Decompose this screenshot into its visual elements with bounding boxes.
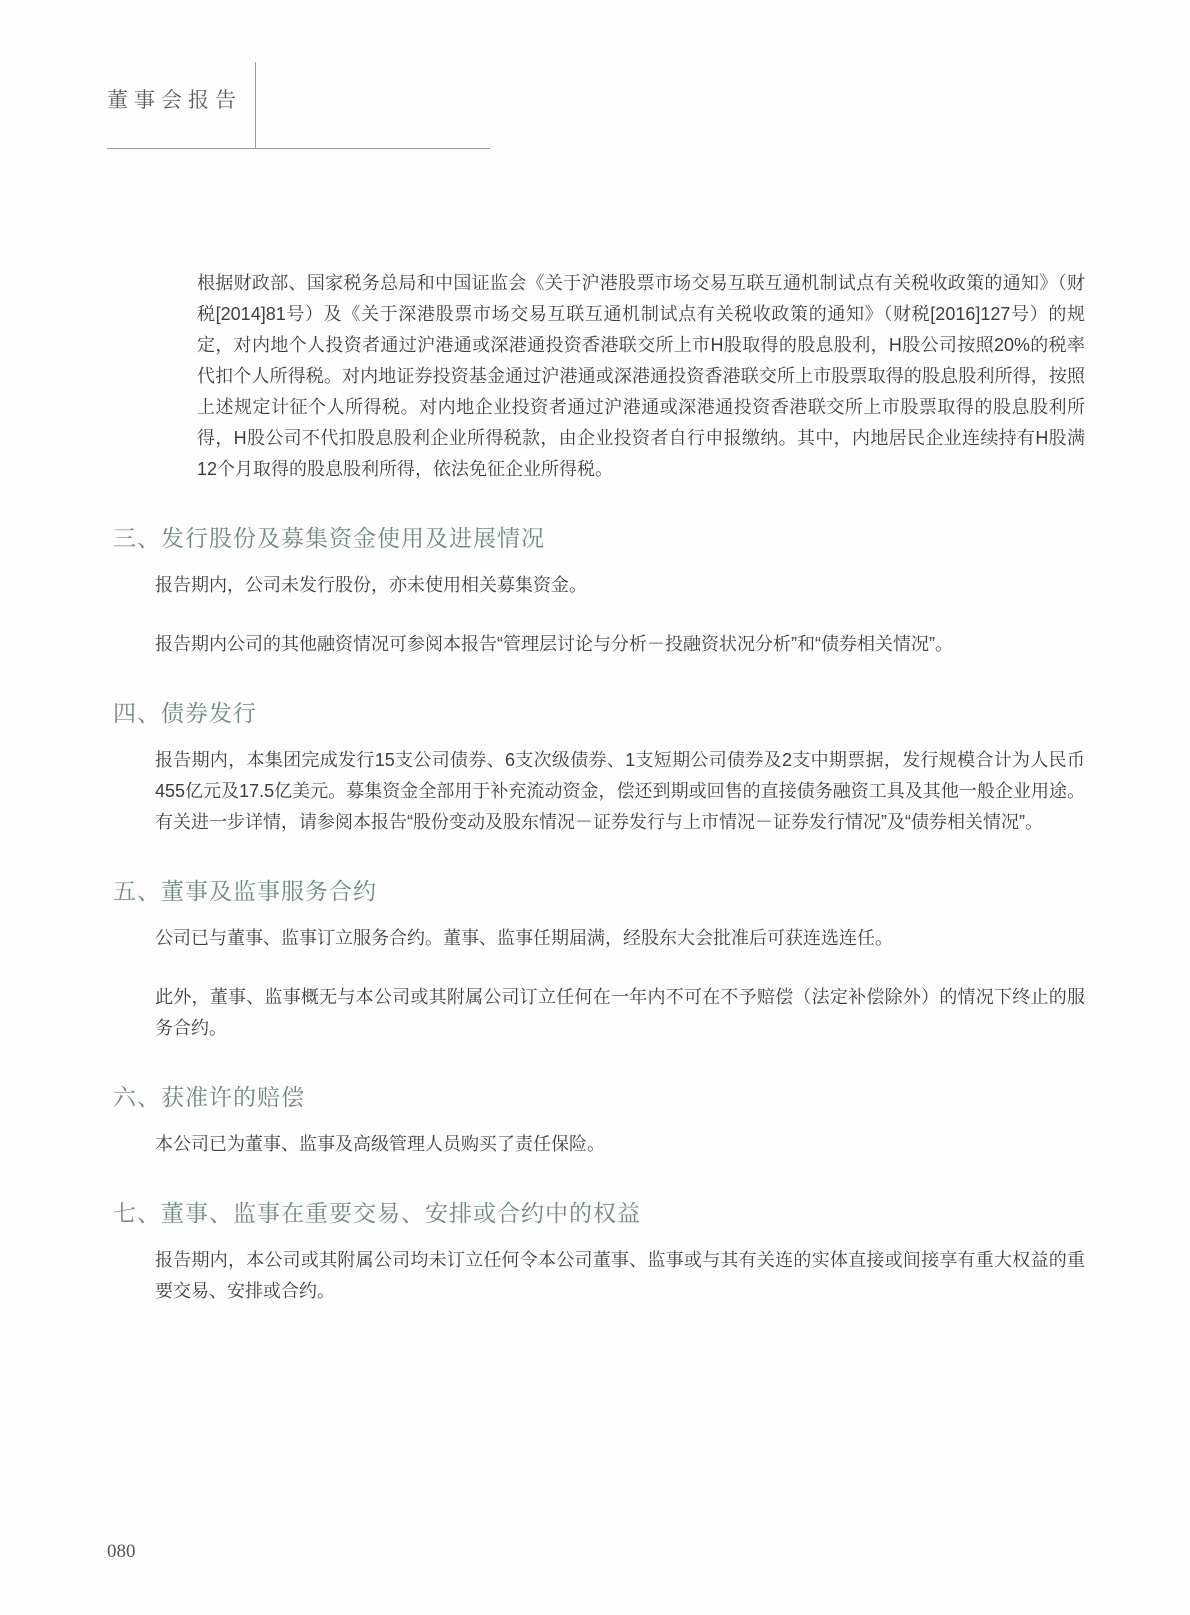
header-vertical-divider xyxy=(255,62,256,148)
section-director-interests-in-transactions xyxy=(113,1195,1085,1307)
section-director-supervisor-service-contracts xyxy=(113,873,1085,1044)
section-bond-issuance xyxy=(113,695,1085,838)
section-paragraph: 报告期内公司的其他融资情况可参阅本报告“管理层讨论与分析－投融资状况分析”和“债券相关情况”。 xyxy=(155,634,953,654)
section-heading: 七、董事、监事在重要交易、安排或合约中的权益 xyxy=(113,1200,641,1226)
page-header xyxy=(0,0,1190,149)
section-paragraph: 公司已与董事、监事订立服务合约。董事、监事任期届满，经股东大会批准后可获连选连任。 xyxy=(155,928,893,948)
section-paragraph: 报告期内，公司未发行股份，亦未使用相关募集资金。 xyxy=(155,575,587,595)
report-content xyxy=(0,268,1190,1307)
section-heading: 六、获准许的赔偿 xyxy=(113,1084,305,1110)
page-title: 董事会报告 xyxy=(107,89,242,112)
header-underline xyxy=(107,148,490,149)
section-permitted-indemnity xyxy=(113,1079,1085,1160)
section-paragraph: 此外，董事、监事概无与本公司或其附属公司订立任何在一年内不可在不予赔偿（法定补偿除外）的情况下终止的服务合约。 xyxy=(155,987,1085,1038)
page-footer xyxy=(107,1541,136,1563)
section-heading: 五、董事及监事服务合约 xyxy=(113,878,377,904)
section-share-issuance-and-proceeds xyxy=(113,520,1085,660)
section-heading: 四、债券发行 xyxy=(113,700,257,726)
tax-policy-paragraph: 根据财政部、国家税务总局和中国证监会《关于沪港股票市场交易互联互通机制试点有关税收政策的通知》（财税[2014]81号）及《关于深港股票市场交易互联互通机制试点有关税收政策的通知》（财税[2016]127号）的规定，对内地个人投资者通过沪港通或深港通投资香港联交所上市H股取得的股息股利，H股公司按照20%的税率代扣个人所得税。对内地证券投资基金通过沪港通或深港通投资香港联交所上市股票取得的股息股利所得，按照上述规定计征个人所得税。对内地企业投资者通过沪港通或深港通投资香港联交所上市股票取得的股息股利所得，H股公司不代扣股息股利企业所得税款，由企业投资者自行申报缴纳。其中，内地居民企业连续持有H股满12个月取得的股息股利所得，依法免征企业所得税。 xyxy=(197,273,1085,479)
section-paragraph: 报告期内，本集团完成发行15支公司债券、6支次级债券、1支短期公司债券及2支中期票据，发行规模合计为人民币455亿元及17.5亿美元。募集资金全部用于补充流动资金，偿还到期或回售的直接债务融资工具及其他一般企业用途。有关进一步详情，请参阅本报告“股份变动及股东情况－证券发行与上市情况－证券发行情况”及“债券相关情况”。 xyxy=(155,750,1085,832)
section-paragraph: 本公司已为董事、监事及高级管理人员购买了责任保险。 xyxy=(155,1134,605,1154)
section-paragraph: 报告期内，本公司或其附属公司均未订立任何令本公司董事、监事或与其有关连的实体直接或间接享有重大权益的重要交易、安排或合约。 xyxy=(155,1250,1085,1301)
section-heading: 三、发行股份及募集资金使用及进展情况 xyxy=(113,525,545,551)
page-number: 080 xyxy=(107,1541,136,1562)
